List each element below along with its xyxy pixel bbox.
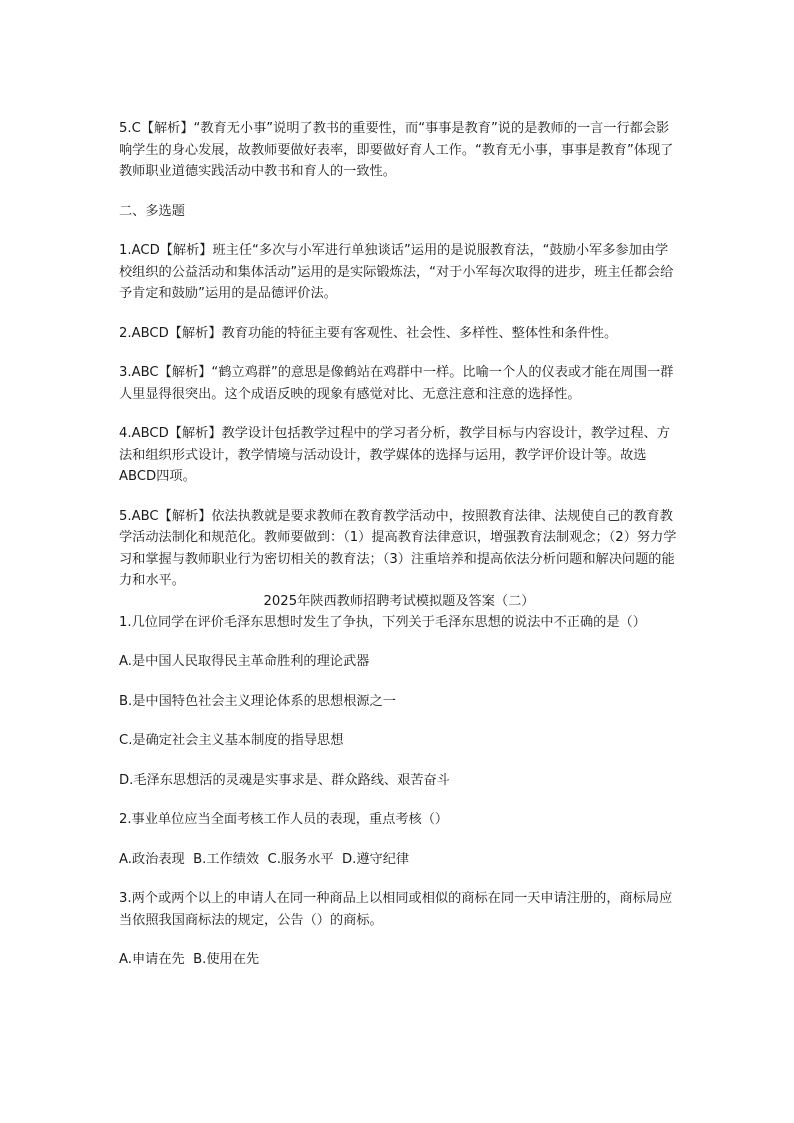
- question-1-option-b: B.是中国特色社会主义理论体系的思想根源之一: [119, 693, 396, 709]
- answer-multi-1: 1.ACD【解析】班主任“多次与小军进行单独谈话”运用的是说服教育法，“鼓励小军多参加由学校组织的公益活动和集体活动”运用的是实际锻炼法，“对于小军每次取得的进步，班主任都会给予肯定和鼓励”运用的是品德评价法。: [119, 243, 674, 301]
- question-2-options: A.政治表现 B.工作绩效 C.服务水平 D.遵守纪律: [119, 851, 410, 867]
- question-1-option-c: C.是确定社会主义基本制度的指导思想: [119, 733, 344, 748]
- question-1-option-a: A.是中国人民取得民主革命胜利的理论武器: [119, 654, 370, 669]
- answer-multi-3: 3.ABC【解析】“鹤立鸡群”的意思是像鹤站在鸡群中一样。比喻一个人的仪表或才能在周围一群人里显得很突出。这个成语反映的现象有感觉对比、无意注意和注意的选择性。: [119, 365, 674, 402]
- question-3-options: A.申请在先 B.使用在先: [119, 952, 260, 967]
- document-page: [119, 118, 679, 971]
- section-heading-multi: 二、多选题: [119, 203, 185, 219]
- answer-multi-5: 5.ABC【解析】依法执教就是要求教师在教育教学活动中，按照教育法律、法规使自己的教育教学活动法制化和规范化。教师要做到：（1）提高教育法律意识，增强教育法制观念；（2）努力学习和掌握与教师职业行为密切相关的教育法；（3）注重培养和提高依法分析问题和解决问题的能力和水平。: [119, 508, 677, 588]
- answer-multi-4: 4.ABCD【解析】教学设计包括教学过程中的学习者分析，教学目标与内容设计，教学过程、方法和组织形式设计，教学情境与活动设计，教学媒体的选择与运用，教学评价设计等。故选ABCD四项。: [119, 426, 670, 484]
- question-2: 2.事业单位应当全面考核工作人员的表现，重点考核（）: [119, 812, 449, 827]
- exam-title: 2025年陕西教师招聘考试模拟题及答案（二）: [263, 593, 535, 609]
- answer-multi-2: 2.ABCD【解析】教育功能的特征主要有客观性、社会性、多样性、整体性和条件性。: [119, 325, 618, 341]
- question-1: 1.几位同学在评价毛泽东思想时发生了争执，下列关于毛泽东思想的说法中不正确的是（）: [119, 614, 646, 630]
- question-3: 3.两个或两个以上的申请人在同一种商品上以相同或相似的商标在同一天申请注册的，商标局应当依照我国商标法的规定，公告（）的商标。: [119, 891, 673, 928]
- question-1-option-d: D.毛泽东思想活的灵魂是实事求是、群众路线、艰苦奋斗: [119, 772, 450, 788]
- answer-single-5: 5.C【解析】“教育无小事”说明了教书的重要性，而“事事是教育”说的是教师的一言一行都会影响学生的身心发展，故教师要做好表率，即要做好育人工作。“教育无小事，事事是教育”体现了教师职业道德实践活动中教书和育人的一致性。: [119, 121, 674, 179]
